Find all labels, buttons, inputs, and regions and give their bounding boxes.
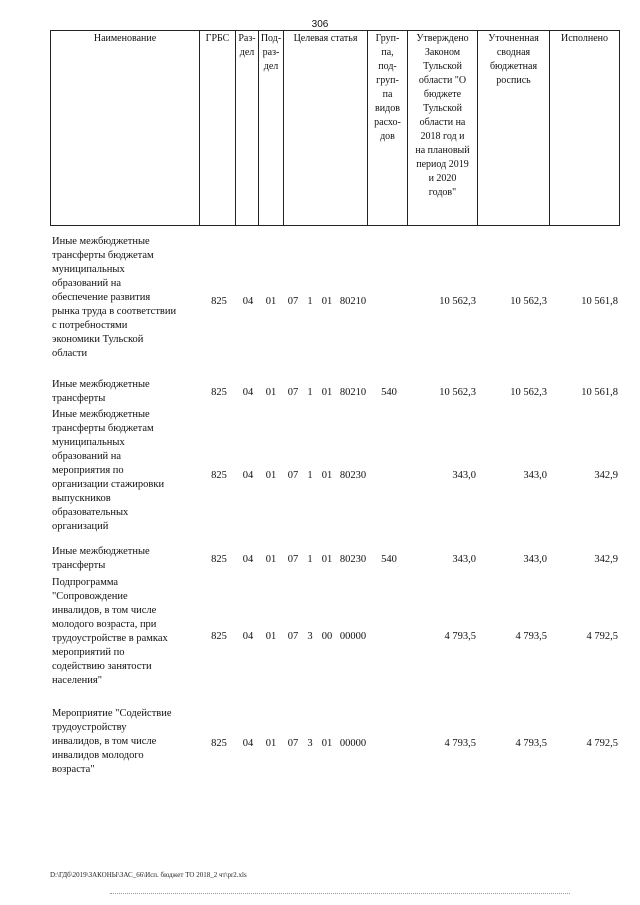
row-razdel: 04 — [242, 738, 254, 749]
row-grbs: 825 — [211, 296, 227, 307]
row-cs-subprogram: 3 — [307, 738, 313, 749]
row-refined: 10 562,3 — [510, 387, 547, 398]
row-podrazdel: 01 — [265, 631, 277, 642]
row-approved: 10 562,3 — [439, 387, 476, 398]
row-cs-code: 80230 — [339, 470, 367, 481]
header-approved: Утверждено Законом Тульской области "О бюджете Тульской области на 2018 год и на плановый период 2019 и 2020 годов" — [408, 31, 478, 225]
row-grbs: 825 — [211, 554, 227, 565]
file-path-footer: D:\ГДб\2019\ЗАКОНЫ\ЗАС_66\Исп. бюджет ТО 2018_2 чт\pr2.xls — [50, 871, 247, 879]
header-name: Наименование — [50, 31, 200, 225]
row-cs-subprogram: 1 — [307, 296, 313, 307]
row-refined: 343,0 — [523, 470, 547, 481]
row-refined: 343,0 — [523, 554, 547, 565]
row-approved: 4 793,5 — [444, 738, 476, 749]
row-cs-program: 07 — [287, 387, 299, 398]
row-cs-activity: 01 — [321, 470, 333, 481]
header-razdel: Раз- дел — [236, 31, 259, 225]
row-cs-program: 07 — [287, 738, 299, 749]
header-group: Груп- па, под- груп- па видов расхо- дов — [368, 31, 408, 225]
row-vr: 540 — [381, 554, 397, 565]
row-podrazdel: 01 — [265, 554, 277, 565]
row-cs-code: 80210 — [339, 296, 367, 307]
row-name: Мероприятие "Содействие трудоустройству инвалидов, в том числе инвалидов молодого возраста" — [52, 708, 172, 775]
row-cs-activity: 01 — [321, 738, 333, 749]
header-target: Целевая статья — [284, 31, 368, 225]
row-executed: 10 561,8 — [581, 296, 618, 307]
row-razdel: 04 — [242, 296, 254, 307]
row-cs-program: 07 — [287, 631, 299, 642]
row-executed: 10 561,8 — [581, 387, 618, 398]
row-cs-subprogram: 3 — [307, 631, 313, 642]
row-cs-code: 80230 — [339, 554, 367, 565]
row-grbs: 825 — [211, 387, 227, 398]
row-razdel: 04 — [242, 470, 254, 481]
row-grbs: 825 — [211, 738, 227, 749]
row-executed: 4 792,5 — [586, 631, 618, 642]
row-approved: 343,0 — [452, 470, 476, 481]
row-cs-code: 00000 — [339, 738, 367, 749]
row-cs-code: 80210 — [339, 387, 367, 398]
row-grbs: 825 — [211, 470, 227, 481]
header-podrazdel: Под- раз- дел — [259, 31, 284, 225]
row-executed: 4 792,5 — [586, 738, 618, 749]
row-podrazdel: 01 — [265, 470, 277, 481]
row-cs-activity: 01 — [321, 296, 333, 307]
header-grbs: ГРБС — [200, 31, 236, 225]
row-approved: 343,0 — [452, 554, 476, 565]
row-name: Иные межбюджетные трансферты бюджетам муниципальных образований на обеспечение развития рынка труда в соответствии с потребностями экономики Тульской области — [52, 236, 177, 359]
row-name: Подпрограмма "Сопровождение инвалидов, в том числе молодого возраста, при трудоустройстве в рамках мероприятий по содействию занятости населения" — [52, 577, 168, 686]
row-cs-code: 00000 — [339, 631, 367, 642]
row-approved: 10 562,3 — [439, 296, 476, 307]
row-razdel: 04 — [242, 387, 254, 398]
row-vr: 540 — [381, 387, 397, 398]
row-cs-subprogram: 1 — [307, 470, 313, 481]
table-header — [50, 30, 620, 226]
row-cs-program: 07 — [287, 296, 299, 307]
row-executed: 342,9 — [594, 470, 618, 481]
row-executed: 342,9 — [594, 554, 618, 565]
row-refined: 4 793,5 — [515, 738, 547, 749]
row-cs-subprogram: 1 — [307, 554, 313, 565]
row-cs-program: 07 — [287, 470, 299, 481]
row-refined: 4 793,5 — [515, 631, 547, 642]
row-refined: 10 562,3 — [510, 296, 547, 307]
header-executed: Исполнено — [550, 31, 620, 225]
header-refined: Уточненная сводная бюджетная роспись — [478, 31, 550, 225]
page-number: 306 — [311, 19, 329, 30]
row-cs-activity: 00 — [321, 631, 333, 642]
row-cs-subprogram: 1 — [307, 387, 313, 398]
row-cs-program: 07 — [287, 554, 299, 565]
row-podrazdel: 01 — [265, 387, 277, 398]
row-podrazdel: 01 — [265, 296, 277, 307]
row-name: Иные межбюджетные трансферты — [52, 379, 150, 404]
footer-divider — [110, 893, 570, 894]
row-razdel: 04 — [242, 631, 254, 642]
row-approved: 4 793,5 — [444, 631, 476, 642]
row-cs-activity: 01 — [321, 554, 333, 565]
row-podrazdel: 01 — [265, 738, 277, 749]
row-cs-activity: 01 — [321, 387, 333, 398]
row-grbs: 825 — [211, 631, 227, 642]
row-name: Иные межбюджетные трансферты бюджетам муниципальных образований на мероприятия по организации стажировки выпускников образовательных организаций — [52, 409, 165, 532]
row-name: Иные межбюджетные трансферты — [52, 546, 150, 571]
row-razdel: 04 — [242, 554, 254, 565]
